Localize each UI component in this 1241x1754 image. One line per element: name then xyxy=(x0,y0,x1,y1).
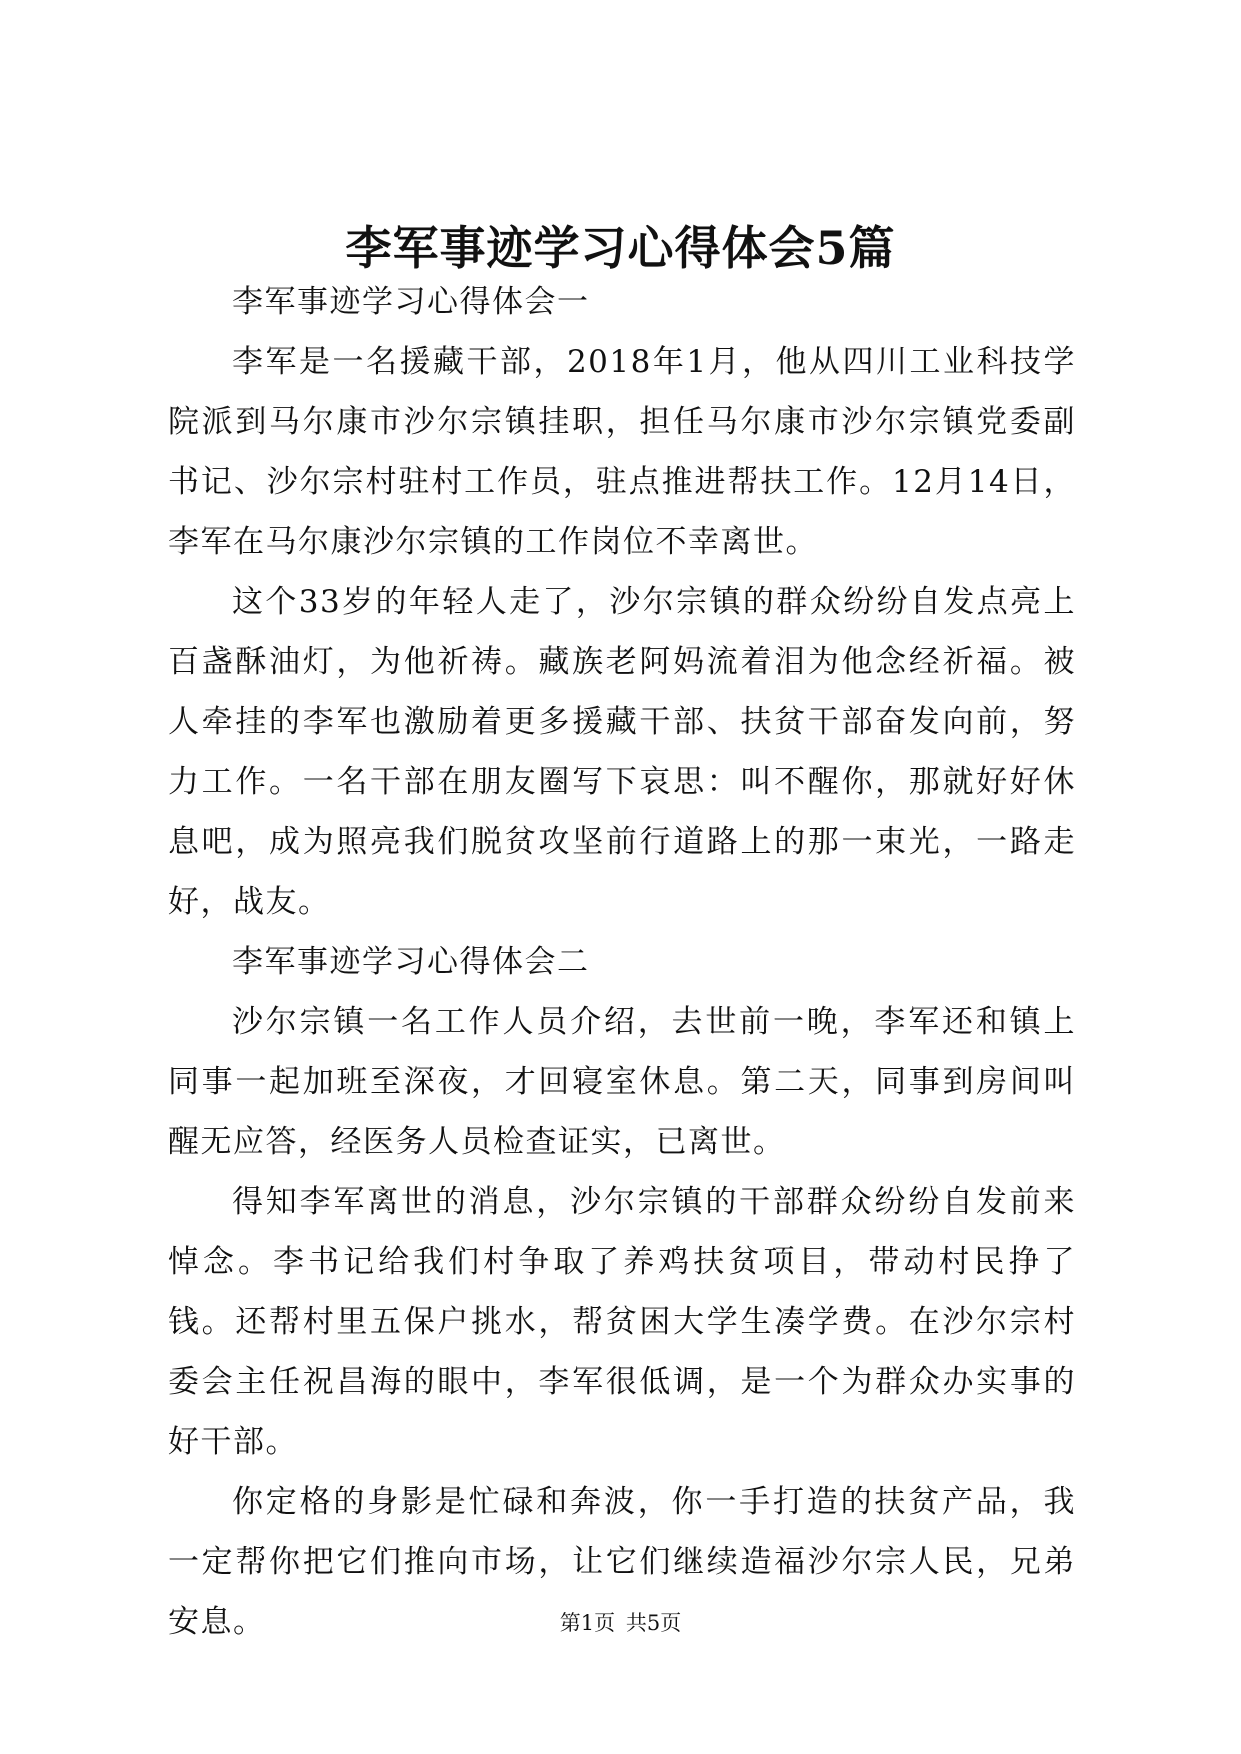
document-body xyxy=(168,272,1076,1652)
page-number: 第1页 xyxy=(559,1611,616,1635)
section-heading-1: 李军事迹学习心得体会一 xyxy=(232,284,590,320)
section-heading-2: 李军事迹学习心得体会二 xyxy=(232,944,590,980)
paragraph: 沙尔宗镇一名工作人员介绍，去世前一晚，李军还和镇上同事一起加班至深夜，才回寝室休息。第二天，同事到房间叫醒无应答，经医务人员检查证实，已离世。 xyxy=(168,1004,1076,1160)
paragraph: 你定格的身影是忙碌和奔波，你一手打造的扶贫产品，我一定帮你把它们推向市场，让它们继续造福沙尔宗人民，兄弟安息。 xyxy=(168,1484,1076,1640)
paragraph: 得知李军离世的消息，沙尔宗镇的干部群众纷纷自发前来悼念。李书记给我们村争取了养鸡扶贫项目，带动村民挣了钱。还帮村里五保户挑水，帮贫困大学生凑学费。在沙尔宗村委会主任祝昌海的眼中，李军很低调，是一个为群众办实事的好干部。 xyxy=(168,1184,1076,1460)
page-footer xyxy=(0,1608,1241,1638)
paragraph: 这个33岁的年轻人走了，沙尔宗镇的群众纷纷自发点亮上百盏酥油灯，为他祈祷。藏族老阿妈流着泪为他念经祈福。被人牵挂的李军也激励着更多援藏干部、扶贫干部奋发向前，努力工作。一名干部在朋友圈写下哀思：叫不醒你，那就好好休息吧，成为照亮我们脱贫攻坚前行道路上的那一束光，一路走好，战友。 xyxy=(168,584,1076,920)
document-title: 李军事迹学习心得体会5篇 xyxy=(345,221,896,275)
page-total: 共5页 xyxy=(625,1611,682,1635)
paragraph: 李军是一名援藏干部，2018年1月，他从四川工业科技学院派到马尔康市沙尔宗镇挂职，担任马尔康市沙尔宗镇党委副书记、沙尔宗村驻村工作员，驻点推进帮扶工作。12月14日，李军在马尔康沙尔宗镇的工作岗位不幸离世。 xyxy=(168,344,1076,560)
